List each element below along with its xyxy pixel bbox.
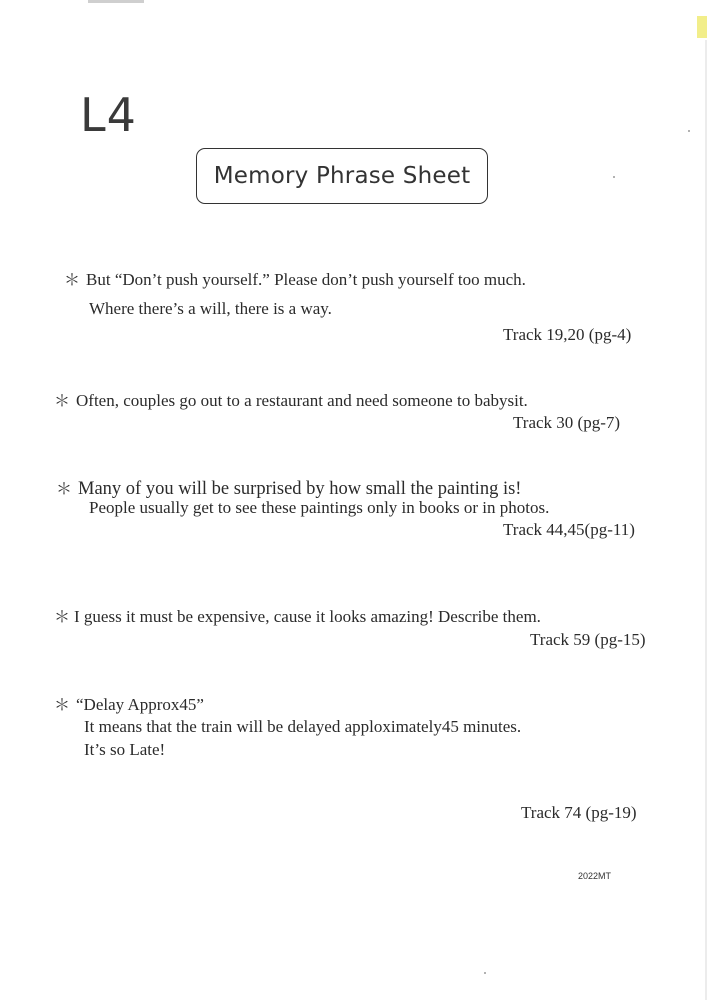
phrase-text: But “Don’t push yourself.” Please don’t push yourself too much. xyxy=(86,270,526,289)
footer-code: 2022MT xyxy=(578,871,612,881)
level-heading: L4 xyxy=(80,88,137,142)
phrase-line xyxy=(54,607,541,627)
track-reference: Track 19,20 (pg-4) xyxy=(503,325,632,344)
asterisk-bullet-icon: ＊ xyxy=(56,479,73,498)
title-box xyxy=(196,148,488,204)
sticky-tab-edge xyxy=(697,16,707,38)
phrase-line xyxy=(54,695,204,715)
phrase-line: Where there’s a will, there is a way. xyxy=(89,299,332,318)
asterisk-bullet-icon: ＊ xyxy=(54,695,71,714)
phrase-text: Often, couples go out to a restaurant and need someone to babysit. xyxy=(76,391,528,410)
track-reference: Track 30 (pg-7) xyxy=(513,413,621,432)
asterisk-bullet-icon: ＊ xyxy=(54,607,71,626)
phrase-line: It means that the train will be delayed apploximately45 minutes. xyxy=(84,717,522,736)
sheet-title: Memory Phrase Sheet xyxy=(213,163,471,189)
scan-speck xyxy=(484,972,486,974)
phrase-line xyxy=(56,478,521,500)
phrase-text: I guess it must be expensive, cause it looks amazing! Describe them. xyxy=(74,607,541,626)
phrase-text: Many of you will be surprised by how small the painting is! xyxy=(78,479,522,499)
phrase-line: It’s so Late! xyxy=(84,740,166,759)
phrase-line xyxy=(64,270,526,290)
scan-speck xyxy=(688,130,690,132)
asterisk-bullet-icon: ＊ xyxy=(64,270,81,289)
track-reference: Track 59 (pg-15) xyxy=(530,630,646,649)
phrase-text: “Delay Approx45” xyxy=(76,695,204,714)
scan-speck xyxy=(613,176,615,178)
track-reference: Track 74 (pg-19) xyxy=(521,803,637,822)
phrase-line: People usually get to see these paintings only in books or in photos. xyxy=(89,498,550,517)
scan-edge-mark xyxy=(88,0,144,3)
asterisk-bullet-icon: ＊ xyxy=(54,391,71,410)
track-reference: Track 44,45(pg-11) xyxy=(503,520,635,539)
phrase-line xyxy=(54,391,528,411)
